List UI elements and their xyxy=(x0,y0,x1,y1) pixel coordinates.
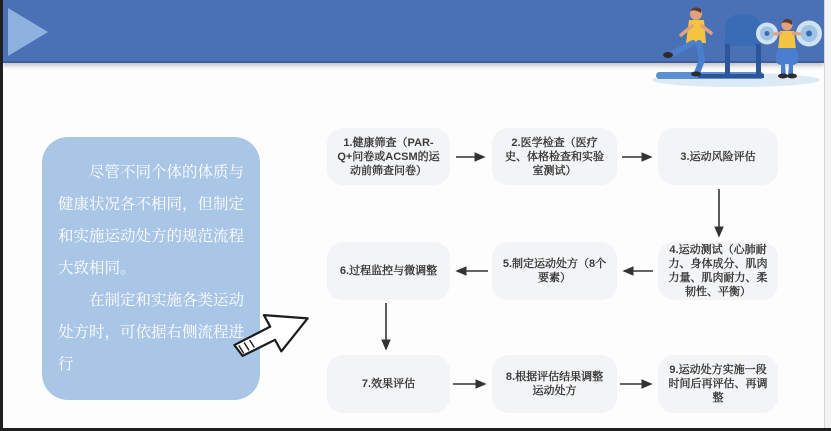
flow-step-8 xyxy=(492,355,617,413)
flow-step-8-label: 8.根据评估结果调整运动处方 xyxy=(505,371,604,397)
right-margin-strip xyxy=(824,0,831,431)
flow-step-4 xyxy=(658,242,778,300)
flow-step-4-label: 4.运动测试（心肺耐力、身体成分、肌肉力量、肌肉耐力、柔韧性、平衡） xyxy=(668,244,768,298)
arrow-right-3d-icon xyxy=(228,298,320,376)
flow-step-9-label: 9.运动处方实施一段时间后再评估、再调整 xyxy=(668,364,768,404)
flow-step-5 xyxy=(492,242,617,300)
flow-step-5-label: 5.制定运动处方（8个要素） xyxy=(502,258,607,284)
flow-step-7-label: 7.效果评估 xyxy=(361,378,416,390)
people-exercising-illustration xyxy=(648,2,825,88)
flow-step-7 xyxy=(327,355,450,413)
flow-step-6-label: 6.过程监控与微调整 xyxy=(339,265,438,277)
flow-step-3 xyxy=(658,128,778,185)
flow-step-9 xyxy=(658,355,778,413)
left-frame-edge xyxy=(0,0,3,431)
flow-step-1-label: 1.健康筛查（PAR-Q+问卷或ACSM的运动前筛查问卷） xyxy=(337,136,440,177)
flow-step-6 xyxy=(327,242,450,300)
flow-step-2-label: 2.医学检查（医疗史、体格检查和实验室测试） xyxy=(505,136,604,177)
note-paragraph-2: 在制定和实施各类运动处方时，可依据右侧流程进行 xyxy=(58,292,245,373)
flow-step-3-label: 3.运动风险评估 xyxy=(680,150,756,163)
flow-step-1 xyxy=(327,128,450,185)
flow-step-2 xyxy=(492,128,617,185)
note-paragraph-1: 尽管不同个体的体质与健康状况各不相同，但制定和实施运动处方的规范流程大致相同。 xyxy=(58,164,245,277)
triangle-right-icon xyxy=(8,8,48,56)
